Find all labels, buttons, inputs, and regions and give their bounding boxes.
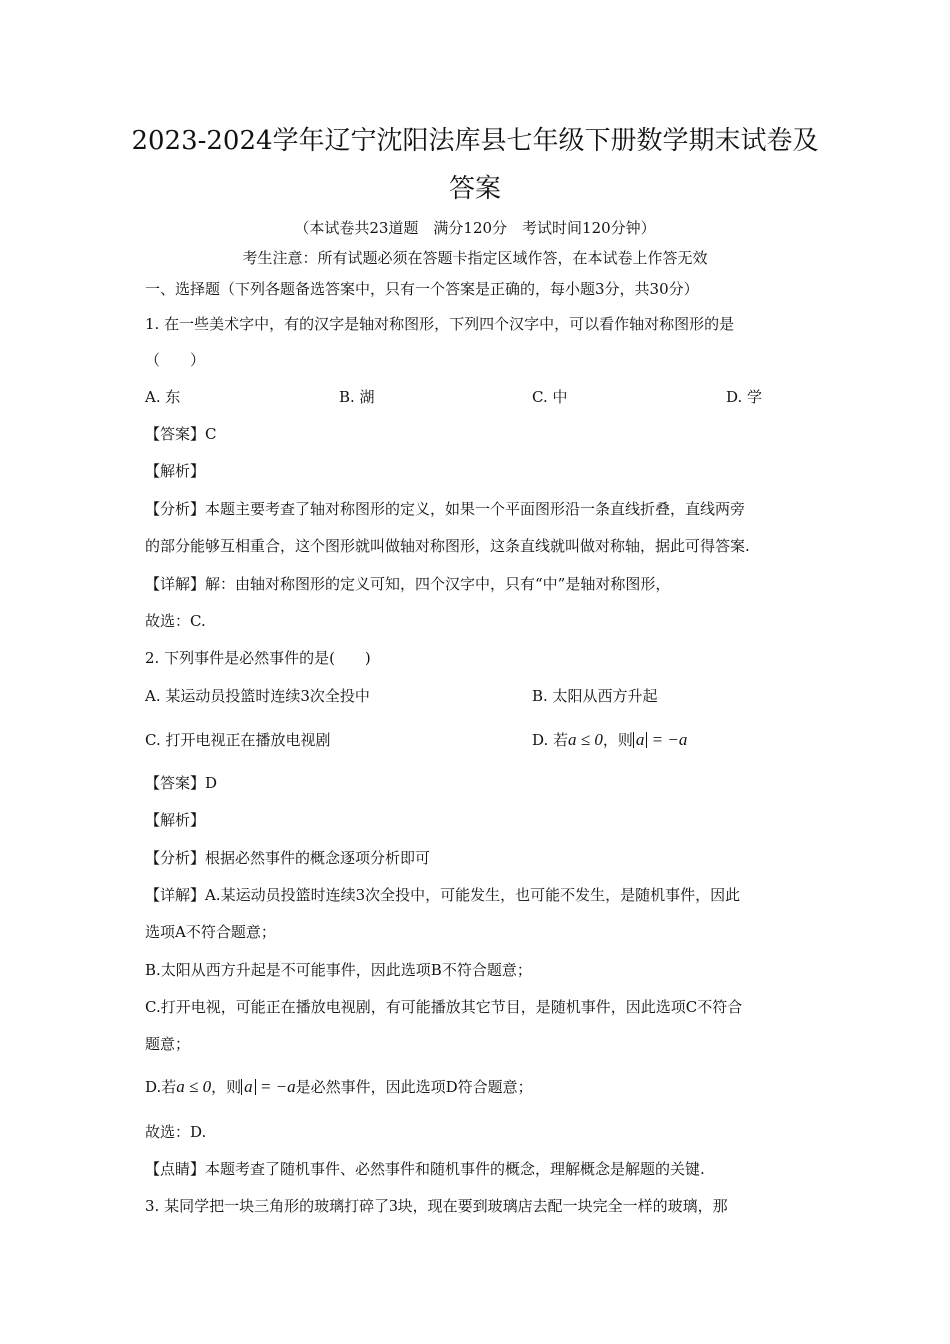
q2-answer: 【答案】D: [145, 774, 218, 792]
q2-option-d-prefix: D. 若: [532, 731, 569, 749]
q2-detail-d-absolute-value: a: [241, 1079, 256, 1095]
q3-stem-prefix: 3. 某同学把一块三角形的玻璃打碎了: [145, 1197, 390, 1215]
q2-option-d-then: ，则: [602, 731, 633, 749]
q2-option-a: A. 某运动员投篮时连续3次全投中: [145, 687, 370, 705]
page-title-line-2: 答案: [448, 174, 501, 204]
q2-detail-line-1: 【详解】A.某运动员投篮时连续3次全投中，可能发生，也可能不发生，是随机事件，因此: [145, 886, 741, 904]
q2-detail-d-prefix: D.若: [145, 1078, 177, 1096]
q2-detail-c-line-1: C.打开电视，可能正在播放电视剧，有可能播放其它节目，是随机事件，因此选项C不符合: [145, 998, 743, 1016]
q1-stem-line-2: （ ）: [145, 351, 206, 369]
q2-detail-d: [145, 1077, 533, 1097]
q1-option-c: C. 中: [532, 388, 568, 406]
q1-analysis-line-1: 【分析】本题主要考查了轴对称图形的定义，如果一个平面图形沿一条直线折叠，直线两旁: [145, 500, 746, 518]
q2-option-d: [532, 730, 687, 750]
q2-detail-c-line-2: 题意；: [145, 1035, 191, 1053]
q2-detail-d-then: ，则: [211, 1078, 242, 1096]
q2-detail-d-suffix: 是必然事件，因此选项D符合题意；: [295, 1078, 533, 1096]
q2-option-d-condition: a ≤ 0: [568, 730, 603, 749]
q2-analysis-heading: 【解析】: [145, 811, 206, 829]
q2-option-c: C. 打开电视正在播放电视剧: [145, 731, 331, 749]
q2-option-d-rhs: = −a: [647, 730, 688, 749]
q1-option-d: D. 学: [726, 388, 763, 406]
q1-conclusion: 故选：C.: [145, 612, 206, 630]
q2-stem: 2. 下列事件是必然事件的是( ): [145, 649, 371, 667]
section-heading: 一、选择题（下列各题备选答案中，只有一个答案是正确的，每小题3分，共30分）: [145, 280, 699, 298]
q1-option-a: A. 东: [145, 388, 181, 406]
q1-analysis-line-2: 的部分能够互相重合，这个图形就叫做轴对称图形，这条直线就叫做对称轴，据此可得答案.: [145, 537, 750, 555]
q1-option-b: B. 湖: [339, 388, 375, 406]
q1-stem-line-1: 1. 在一些美术字中，有的汉字是轴对称图形，下列四个汉字中，可以看作轴对称图形的是: [145, 315, 735, 333]
q2-analysis: 【分析】根据必然事件的概念逐项分析即可: [145, 849, 431, 867]
q3-stem: [145, 1196, 728, 1216]
q2-detail-b: B.太阳从西方升起是不可能事件，因此选项B不符合题意；: [145, 961, 532, 979]
q2-comment: 【点睛】本题考查了随机事件、必然事件和随机事件的概念，理解概念是解题的关键.: [145, 1160, 705, 1178]
q2-conclusion: 故选：D.: [145, 1123, 207, 1141]
q1-answer: 【答案】C: [145, 425, 217, 443]
q2-option-d-absolute-value: a: [633, 732, 648, 748]
q1-detail: 【详解】解：由轴对称图形的定义可知，四个汉字中，只有“中”是轴对称图形，: [145, 575, 671, 593]
q2-detail-d-condition: a ≤ 0: [176, 1077, 212, 1096]
page-title-line-1: 2023-2024学年辽宁沈阳法库县七年级下册数学期末试卷及: [131, 126, 819, 156]
q3-stem-suffix: 块，现在要到玻璃店去配一块完全一样的玻璃，那: [397, 1197, 728, 1215]
q2-detail-line-2: 选项A不符合题意；: [145, 923, 276, 941]
exam-notice: 考生注意：所有试题必须在答题卡指定区域作答，在本试卷上作答无效: [242, 249, 708, 267]
q1-analysis-heading: 【解析】: [145, 462, 206, 480]
q2-detail-d-rhs: = −a: [255, 1077, 296, 1096]
q2-option-b: B. 太阳从西方升起: [532, 687, 658, 705]
exam-subtitle: （本试卷共23道题 满分120分 考试时间120分钟）: [294, 219, 656, 237]
q3-stem-number: 3: [389, 1196, 398, 1215]
